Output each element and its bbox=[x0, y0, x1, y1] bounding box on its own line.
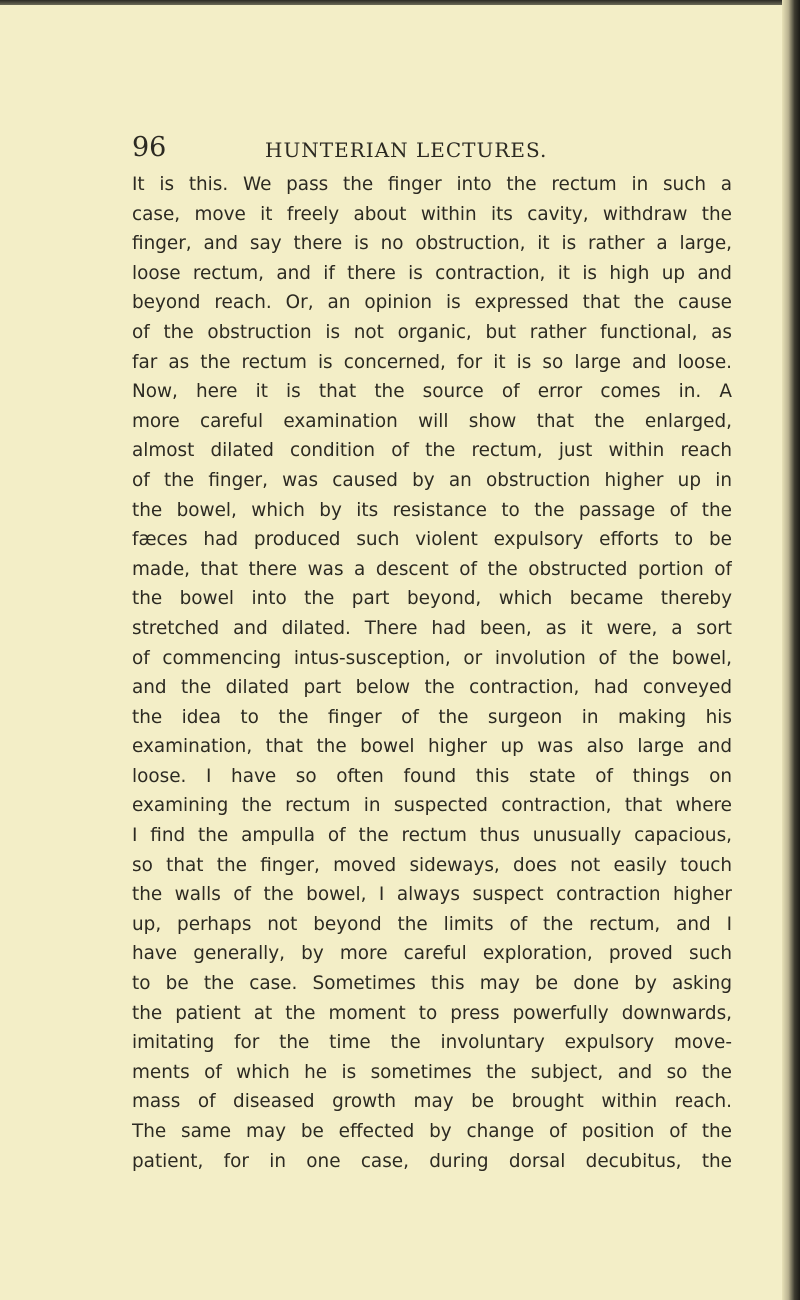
text-line: so that the finger, moved sideways, does not easily touch bbox=[132, 854, 732, 876]
text-line: examining the rectum in suspected contraction, that where bbox=[132, 795, 732, 817]
text-line: mass of diseased growth may be brought within reach. bbox=[132, 1091, 732, 1113]
text-line: loose rectum, and if there is contraction, it is high up and bbox=[132, 262, 732, 284]
text-line: up, perhaps not beyond the limits of the rectum, and I bbox=[132, 913, 732, 935]
body-text bbox=[132, 170, 732, 1176]
text-line: fæces had produced such violent expulsory efforts to be bbox=[132, 529, 732, 551]
text-line: the patient at the moment to press powerfully downwards, bbox=[132, 1002, 732, 1024]
page-top-edge bbox=[0, 0, 800, 5]
text-line: to be the case. Sometimes this may be done by asking bbox=[132, 973, 732, 995]
text-line: finger, and say there is no obstruction, it is rather a large, bbox=[132, 233, 732, 255]
text-line: examination, that the bowel higher up was also large and bbox=[132, 736, 732, 758]
text-line: stretched and dilated. There had been, as it were, a sort bbox=[132, 617, 732, 639]
text-line: far as the rectum is concerned, for it is so large and loose. bbox=[132, 351, 732, 373]
text-line: and the dilated part below the contraction, had conveyed bbox=[132, 677, 732, 699]
text-line: of commencing intus-susception, or involution of the bowel, bbox=[132, 647, 732, 669]
text-line: the bowel into the part beyond, which became thereby bbox=[132, 588, 732, 610]
running-title: HUNTERIAN LECTURES. bbox=[265, 138, 548, 162]
text-line: of the finger, was caused by an obstruction higher up in bbox=[132, 469, 732, 491]
text-line: the bowel, which by its resistance to the passage of the bbox=[132, 499, 732, 521]
text-line: loose. I have so often found this state of things on bbox=[132, 765, 732, 787]
running-header bbox=[0, 128, 800, 168]
text-line: more careful examination will show that the enlarged, bbox=[132, 410, 732, 432]
text-line: have generally, by more careful exploration, proved such bbox=[132, 943, 732, 965]
text-line: Now, here it is that the source of error comes in. A bbox=[132, 381, 732, 403]
text-line: patient, for in one case, during dorsal decubitus, the bbox=[132, 1150, 732, 1172]
text-line: The same may be effected by change of position of the bbox=[132, 1121, 732, 1142]
text-line: the walls of the bowel, I always suspect contraction higher bbox=[132, 884, 732, 906]
text-line: made, that there was a descent of the obstructed portion of bbox=[132, 558, 732, 580]
text-line: case, move it freely about within its cavity, withdraw the bbox=[132, 203, 732, 225]
text-line: of the obstruction is not organic, but rather functional, as bbox=[132, 321, 732, 343]
text-line: beyond reach. Or, an opinion is expressed that the cause bbox=[132, 292, 732, 314]
text-line: It is this. We pass the finger into the rectum in such a bbox=[132, 174, 732, 195]
page-binding-edge bbox=[782, 0, 800, 1300]
text-line: ments of which he is sometimes the subject, and so the bbox=[132, 1061, 732, 1083]
text-line: almost dilated condition of the rectum, just within reach bbox=[132, 440, 732, 462]
text-line: I find the ampulla of the rectum thus unusually capacious, bbox=[132, 825, 732, 847]
text-line: the idea to the finger of the surgeon in making his bbox=[132, 706, 732, 728]
text-line: imitating for the time the involuntary expulsory move- bbox=[132, 1032, 732, 1054]
page-number: 96 bbox=[132, 132, 167, 163]
